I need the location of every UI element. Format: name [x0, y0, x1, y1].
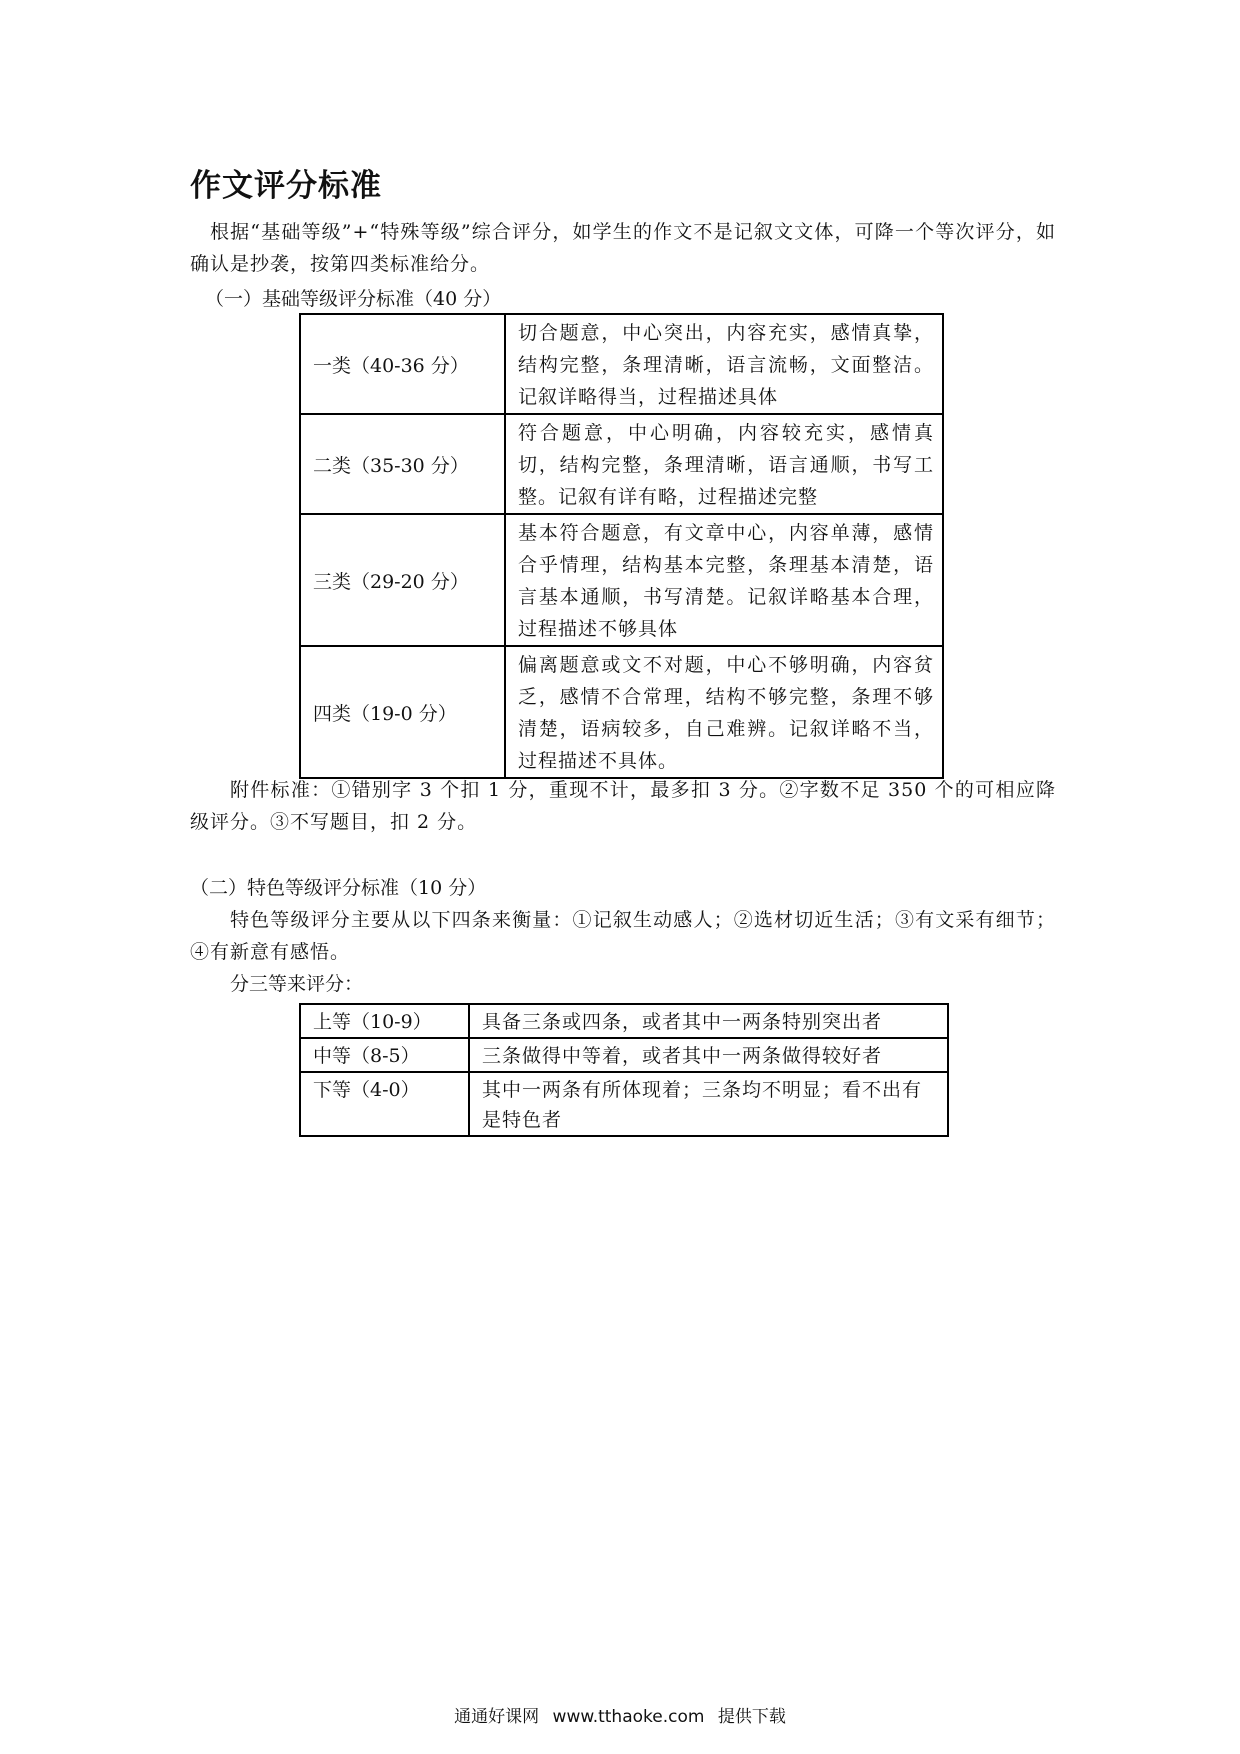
grade-label: 三类（29-20 分） [300, 514, 505, 646]
table-row [300, 1038, 948, 1072]
level-label: 上等（10-9） [300, 1004, 469, 1038]
page-footer [0, 1702, 1240, 1727]
grade-label: 四类（19-0 分） [300, 646, 505, 778]
intro-paragraph: 根据“基础等级”+“特殊等级”综合评分，如学生的作文不是记叙文文体，可降一个等次评分，如确认是抄袭，按第四类标准给分。 [190, 221, 1056, 275]
table-row [300, 414, 943, 514]
table-row [300, 514, 943, 646]
special-section-heading: （二）特色等级评分标准（10 分） [190, 877, 487, 899]
table-row [300, 314, 943, 414]
level-description: 其中一两条有所体现着；三条均不明显；看不出有是特色者 [469, 1072, 948, 1136]
levels-intro: 分三等来评分： [230, 973, 364, 995]
level-label: 中等（8-5） [300, 1038, 469, 1072]
table-row [300, 1072, 948, 1136]
grade-description: 基本符合题意，有文章中心，内容单薄，感情合乎情理，结构基本完整，条理基本清楚，语言基本通顺，书写清楚。记叙详略基本合理，过程描述不够具体 [505, 514, 943, 646]
grade-label: 一类（40-36 分） [300, 314, 505, 414]
special-criteria-table [299, 1003, 949, 1137]
footer-url: www.tthaoke.com [552, 1707, 705, 1727]
level-description: 具备三条或四条，或者其中一两条特别突出者 [469, 1004, 948, 1038]
basic-section-heading: （一）基础等级评分标准（40 分） [205, 288, 502, 310]
footer-site-name: 通通好课网 [454, 1707, 540, 1727]
table-row [300, 1004, 948, 1038]
grade-description: 切合题意，中心突出，内容充实，感情真挚，结构完整，条理清晰，语言流畅，文面整洁。记叙详略得当，过程描述具体 [505, 314, 943, 414]
level-description: 三条做得中等着，或者其中一两条做得较好者 [469, 1038, 948, 1072]
basic-criteria-table [299, 313, 944, 779]
footer-note: 提供下载 [717, 1707, 786, 1727]
appendix-paragraph: 附件标准：①错别字 3 个扣 1 分，重现不计，最多扣 3 分。②字数不足 350 个的可相应降级评分。③不写题目，扣 2 分。 [190, 779, 1056, 833]
table-row [300, 646, 943, 778]
grade-description: 符合题意，中心明确，内容较充实，感情真切，结构完整，条理清晰，语言通顺，书写工整。记叙有详有略，过程描述完整 [505, 414, 943, 514]
level-label: 下等（4-0） [300, 1072, 469, 1136]
page-title: 作文评分标准 [190, 168, 382, 204]
special-description: 特色等级评分主要从以下四条来衡量：①记叙生动感人；②选材切近生活；③有文采有细节；④有新意有感悟。 [190, 909, 1056, 963]
grade-label: 二类（35-30 分） [300, 414, 505, 514]
grade-description: 偏离题意或文不对题，中心不够明确，内容贫乏，感情不合常理，结构不够完整，条理不够清楚，语病较多，自己难辨。记叙详略不当，过程描述不具体。 [505, 646, 943, 778]
